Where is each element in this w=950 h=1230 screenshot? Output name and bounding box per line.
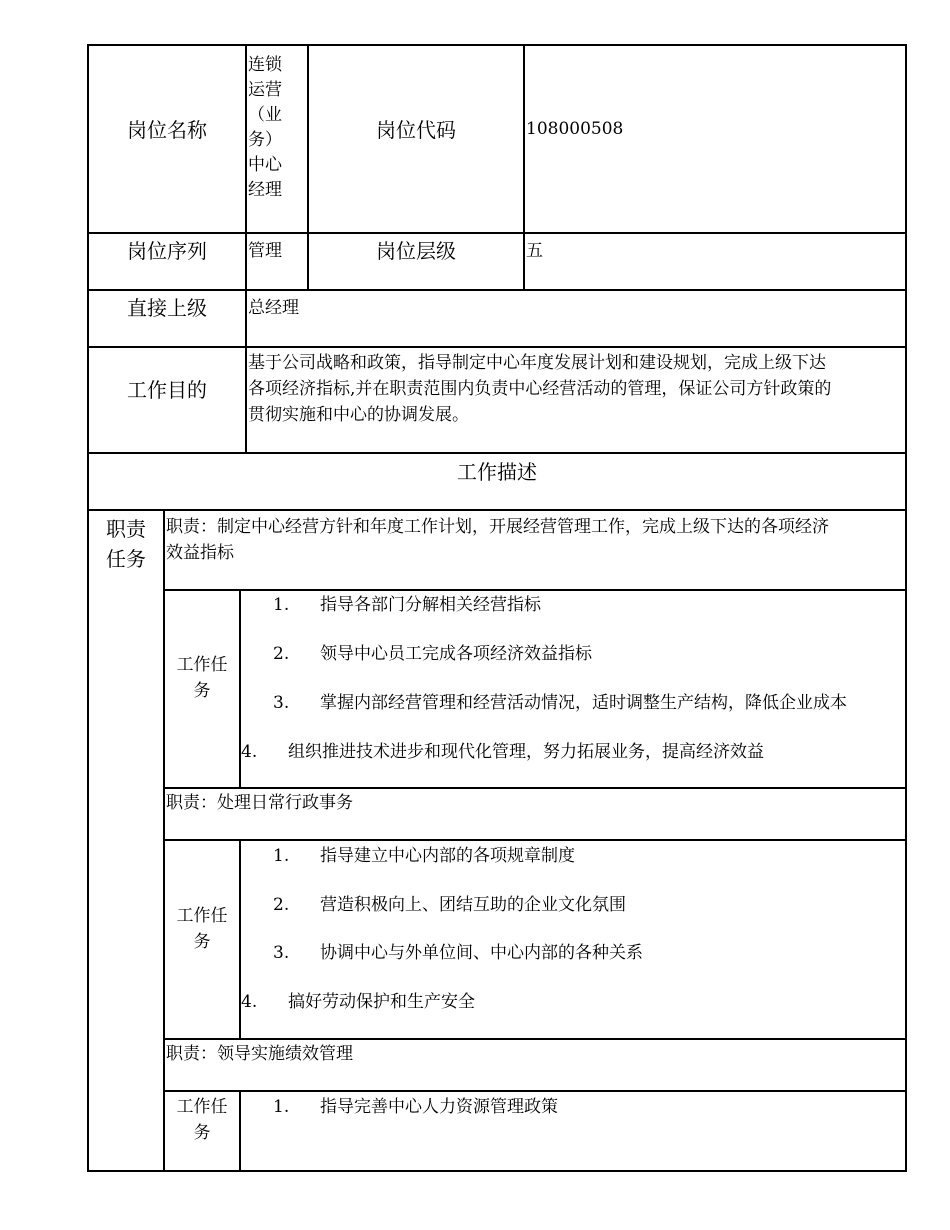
list-item-number: 4.: [241, 992, 258, 1012]
list-item-number: 3.: [273, 693, 290, 713]
list-item: 指导各部门分解相关经营指标: [320, 595, 541, 615]
list-item: 营造积极向上、团结互助的企业文化氛围: [320, 895, 626, 915]
duty-3-task-label: 工作任 务: [176, 1097, 228, 1143]
list-item: 掌握内部经营管理和经营活动情况，适时调整生产结构，降低企业成本: [320, 693, 847, 713]
duty-2-task-label: 工作任 务: [176, 906, 228, 952]
work-purpose-label: 工作目的: [127, 378, 207, 402]
duty-3-heading: 职责：领导实施绩效管理: [166, 1044, 353, 1064]
list-item-number: 2.: [273, 895, 290, 915]
work-description-title: 工作描述: [457, 460, 537, 484]
position-sequence-value: 管理: [248, 241, 282, 261]
list-item-number: 2.: [273, 644, 290, 664]
position-name-label: 岗位名称: [127, 118, 207, 142]
position-code-value: 108000508: [526, 119, 624, 139]
duty-1-task-label: 工作任 务: [176, 655, 228, 701]
list-item-number: 1.: [273, 1097, 290, 1117]
duty-2-heading: 职责：处理日常行政事务: [166, 793, 353, 813]
list-item-number: 4.: [241, 742, 258, 762]
list-item-number: 1.: [273, 846, 290, 866]
list-item-number: 3.: [273, 943, 290, 963]
list-item: 组织推进技术进步和现代化管理，努力拓展业务，提高经济效益: [288, 742, 764, 762]
list-item-number: 1.: [273, 595, 290, 615]
position-code-label: 岗位代码: [376, 118, 456, 142]
position-sequence-label: 岗位序列: [127, 239, 207, 263]
duty-1-heading: 职责：制定中心经营方针和年度工作计划，开展经营管理工作，完成上级下达的各项经济 效益指标: [166, 517, 829, 563]
list-item: 指导建立中心内部的各项规章制度: [320, 846, 575, 866]
position-name-value: 连锁 运营 （业 务） 中心 经理: [248, 55, 282, 200]
direct-superior-label: 直接上级: [127, 296, 207, 320]
duty-task-side-label: 职责 任务: [106, 517, 146, 571]
list-item: 领导中心员工完成各项经济效益指标: [320, 644, 592, 664]
list-item: 协调中心与外单位间、中心内部的各种关系: [320, 943, 643, 963]
work-purpose-value: 基于公司战略和政策，指导制定中心年度发展计划和建设规划，完成上级下达 各项经济指标,并在职责范围内负责中心经营活动的管理，保证公司方针政策的 贯彻实施和中心的协调发展。: [248, 353, 832, 425]
direct-superior-value: 总经理: [248, 298, 299, 318]
list-item: 搞好劳动保护和生产安全: [288, 992, 475, 1012]
position-level-label: 岗位层级: [376, 239, 456, 263]
list-item: 指导完善中心人力资源管理政策: [320, 1097, 558, 1117]
position-level-value: 五: [526, 241, 543, 261]
